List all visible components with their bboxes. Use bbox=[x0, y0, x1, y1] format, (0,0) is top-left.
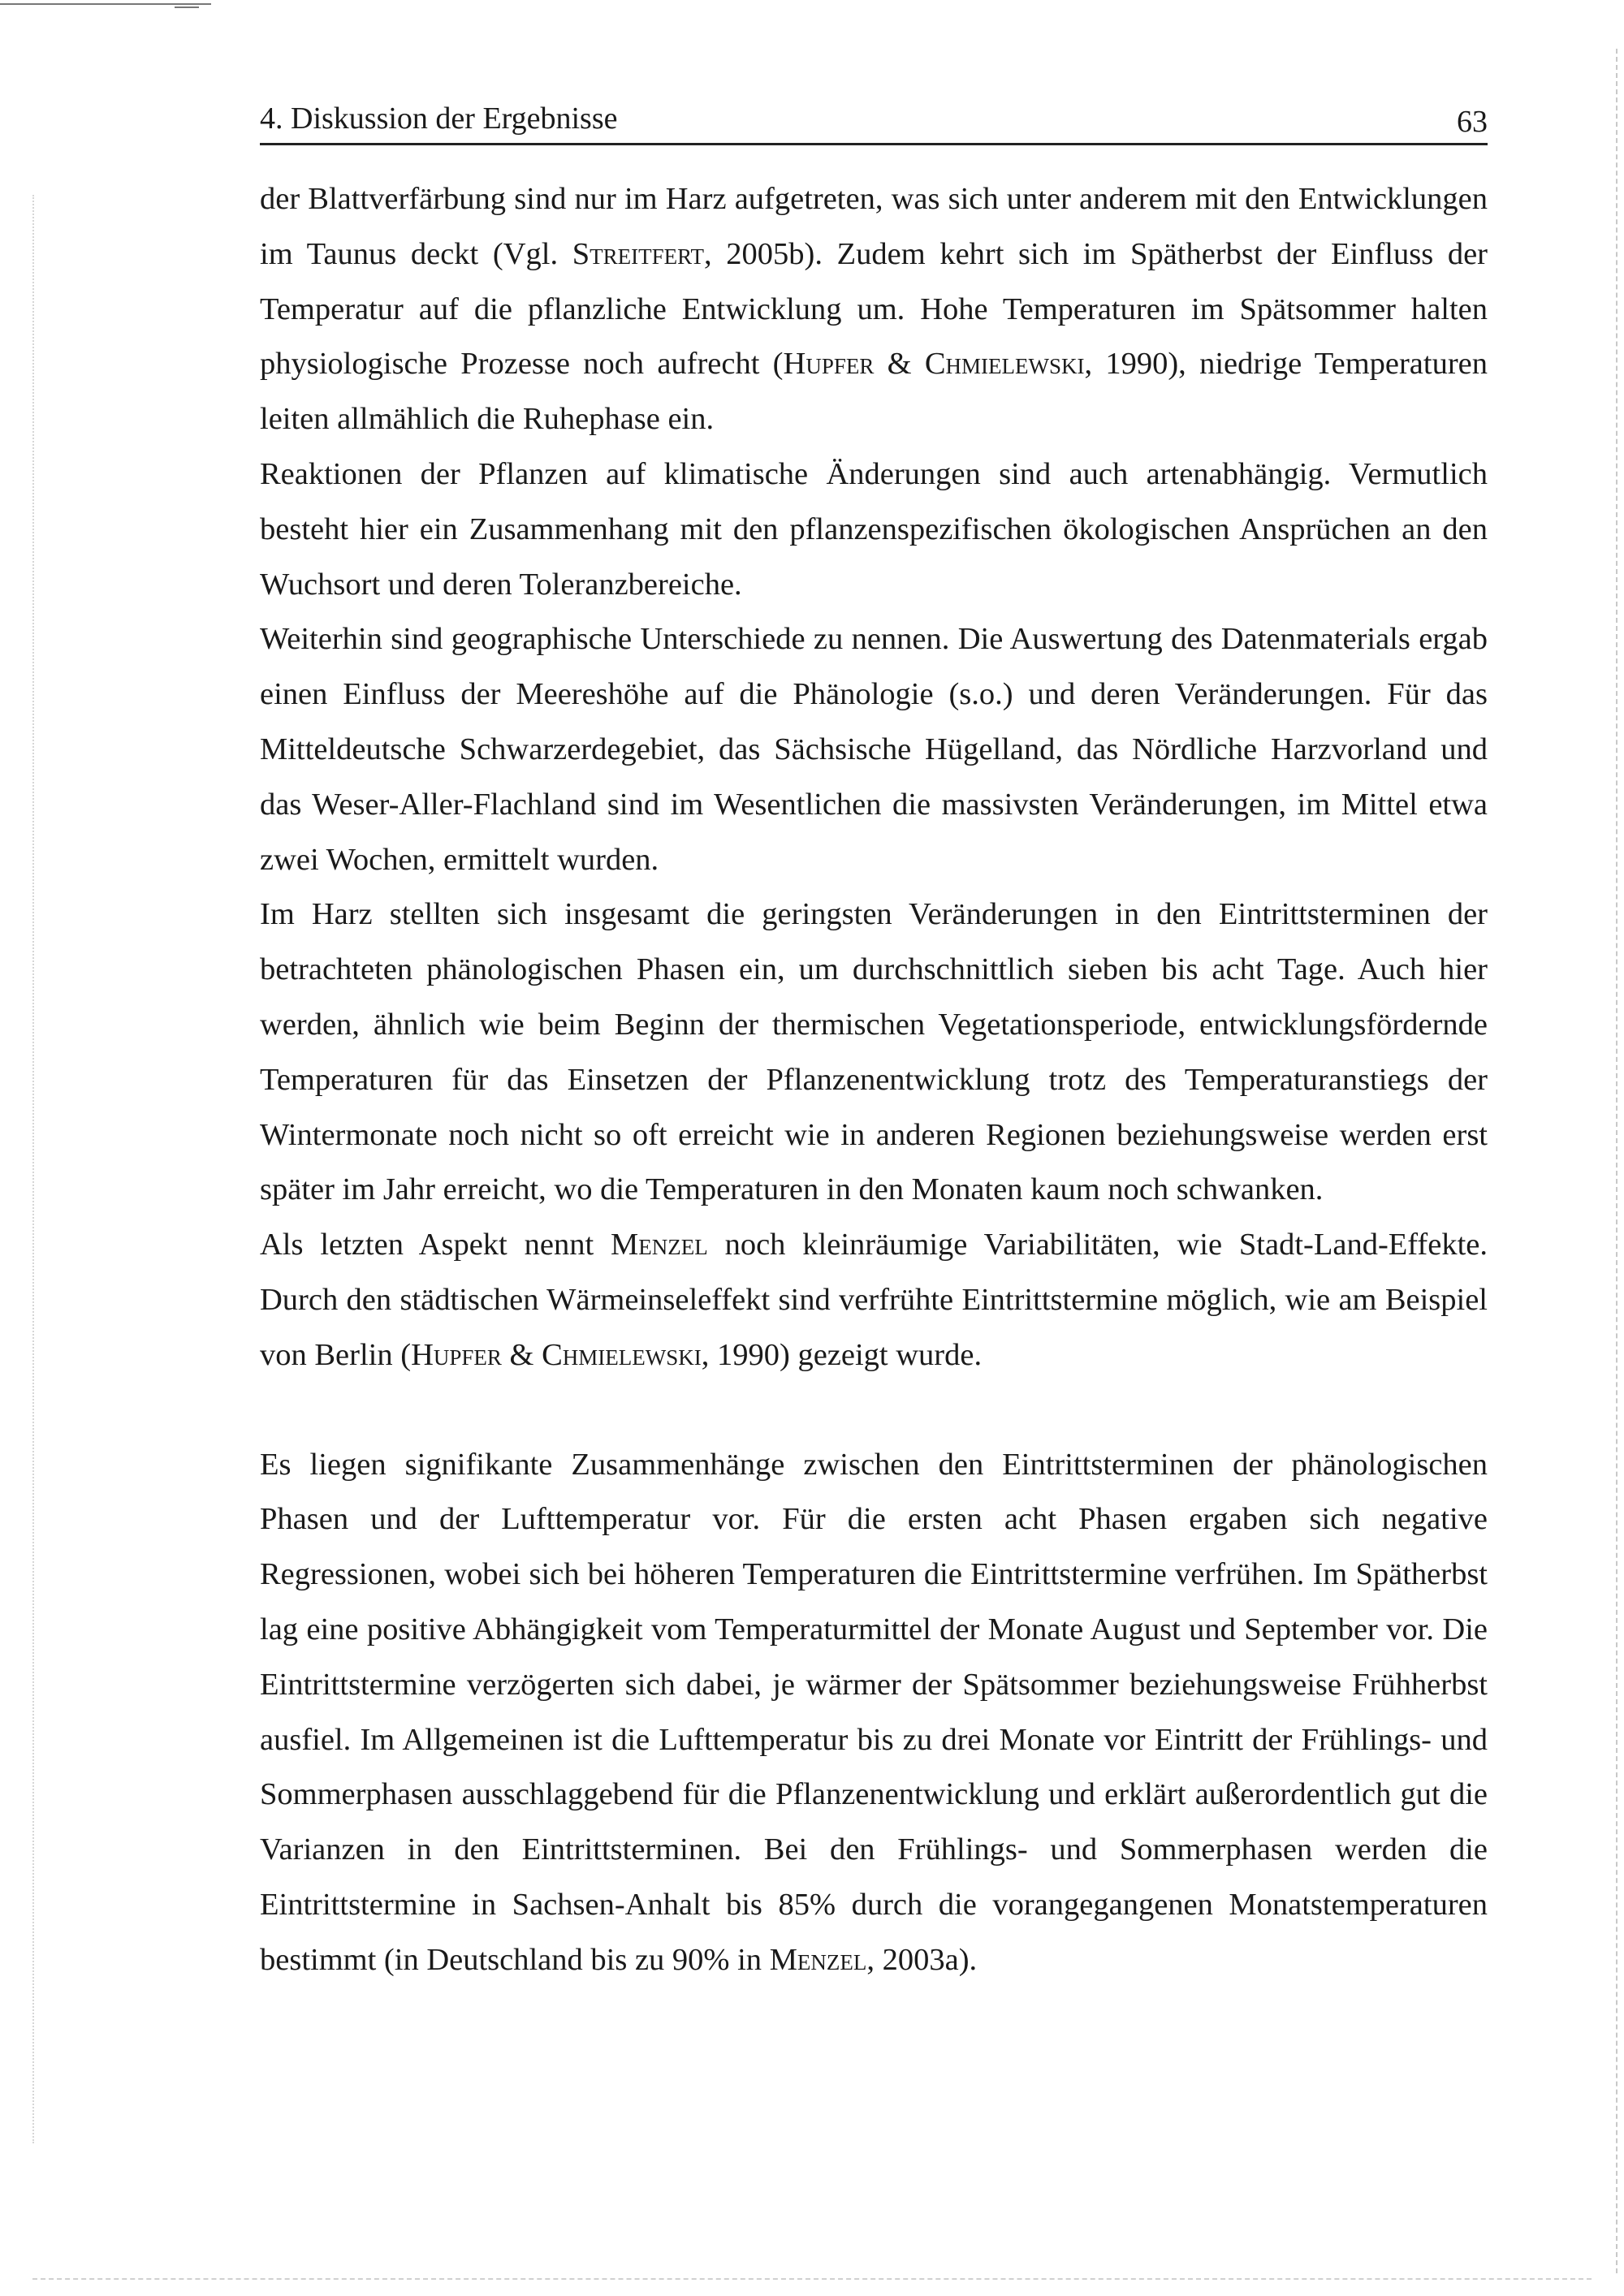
scan-edge-right bbox=[1616, 49, 1619, 2273]
paragraph-1-text-2: , 2005b). Zudem kehrt sich im Spätherbst der Einfluss der Temperatur auf die pflanzliche Entwicklung um. Hohe Temperaturen im Spätsommer halten physiologische Prozesse noch aufrecht ( bbox=[260, 236, 1488, 382]
citation-author: Streitfert bbox=[572, 236, 705, 271]
paragraph-5-text-2: noch kleinräumige Variabilitäten, wie Stadt-Land-Effekte. Durch den städtischen Wärmeinseleffekt sind verfrühte Eintrittstermine möglich, wie am Beispiel von Berlin ( bbox=[260, 1228, 1488, 1372]
paragraph-6-text-1: Es liegen signifikante Zusammenhänge zwischen den Eintrittsterminen der phänologischen Phasen und der Lufttemperatur vor. Für die ersten acht Phasen ergaben sich negative Regressionen, wobei sich bei höheren Temperaturen die Eintrittstermine verfrühen. Im Spätherbst lag eine positive Abhängigkeit vom Temperaturmittel der Monate August und September vor. Die Eintrittstermine verzögerten sich dabei, je wärmer der Spätsommer beziehungsweise Frühherbst ausfiel. Im Allgemeinen ist die Lufttemperatur bis zu drei Monate vor Eintritt der Frühlings- und Sommerphasen ausschlaggebend für die Pflanzenentwicklung und erklärt außerordentlich gut die Varianzen in den Eintrittsterminen. Bei den Frühlings- und Sommerphasen werden die Eintrittstermine in Sachsen-Anhalt bis 85% durch die vorangegangenen Monatstemperaturen bestimmt (in Deutschland bis zu 90% in bbox=[260, 1447, 1488, 1977]
scan-edge-top bbox=[0, 3, 211, 5]
paragraph-gap bbox=[260, 1383, 1488, 1438]
citation-author: Hupfer & Chmielewski bbox=[411, 1337, 702, 1372]
paragraph-5 bbox=[260, 1218, 1488, 1383]
citation-author: Menzel bbox=[611, 1228, 708, 1262]
chapter-title: 4. Diskussion der Ergebnisse bbox=[260, 101, 618, 136]
page-header bbox=[260, 96, 1488, 145]
paragraph-1 bbox=[260, 172, 1488, 447]
paragraph-4: Im Harz stellten sich insgesamt die geringsten Veränderungen in den Eintrittsterminen der betrachteten phänologischen Phasen ein, um durchschnittlich sieben bis acht Tage. Auch hier werden, ähnlich wie beim Beginn der thermischen Vegetationsperiode, entwicklungsfördernde Temperaturen für das Einsetzen der Pflanzenentwicklung trotz des Temperaturanstiegs der Wintermonate noch nicht so oft erreicht wie in anderen Regionen beziehungsweise werden erst später im Jahr erreicht, wo die Temperaturen in den Monaten kaum noch schwanken. bbox=[260, 897, 1488, 1207]
paragraph-2: Reaktionen der Pflanzen auf klimatische Änderungen sind auch artenabhängig. Vermutlich besteht hier ein Zusammenhang mit den pflanzenspezifischen ökologischen Ansprüchen an den Wuchsort und deren Toleranzbereiche. bbox=[260, 456, 1488, 602]
paragraph-1-text-3: , 1990), niedrige Temperaturen leiten allmählich die Ruhephase ein. bbox=[260, 347, 1488, 437]
scan-edge-bottom bbox=[32, 2278, 1592, 2281]
scan-edge-left bbox=[32, 195, 36, 2143]
page-number: 63 bbox=[1457, 105, 1488, 139]
paragraph-5-text-1: Als letzten Aspekt nennt bbox=[260, 1228, 611, 1262]
paragraph-5-text-3: , 1990) gezeigt wurde. bbox=[701, 1337, 983, 1372]
scan-edge-top-mark bbox=[175, 6, 199, 8]
paragraph-3: Weiterhin sind geographische Unterschiede zu nennen. Die Auswertung des Datenmaterials ergab einen Einfluss der Meereshöhe auf die Phänologie (s.o.) und deren Veränderungen. Für das Mitteldeutsche Schwarzerdegebiet, das Sächsische Hügelland, das Nördliche Harzvorland und das Weser-Aller-Flachland sind im Wesentlichen die massivsten Veränderungen, im Mittel etwa zwei Wochen, ermittelt wurden. bbox=[260, 622, 1488, 877]
paragraph-6-text-2: , 2003a). bbox=[866, 1942, 978, 1977]
citation-author: Hupfer & Chmielewski bbox=[783, 347, 1085, 382]
page-body bbox=[260, 172, 1488, 1988]
citation-author: Menzel bbox=[769, 1942, 867, 1977]
paragraph-1-text-1: der Blattverfärbung sind nur im Harz aufgetreten, was sich unter anderem mit den Entwicklungen im Taunus deckt (Vgl. bbox=[260, 182, 1488, 271]
paragraph-6 bbox=[260, 1438, 1488, 1988]
